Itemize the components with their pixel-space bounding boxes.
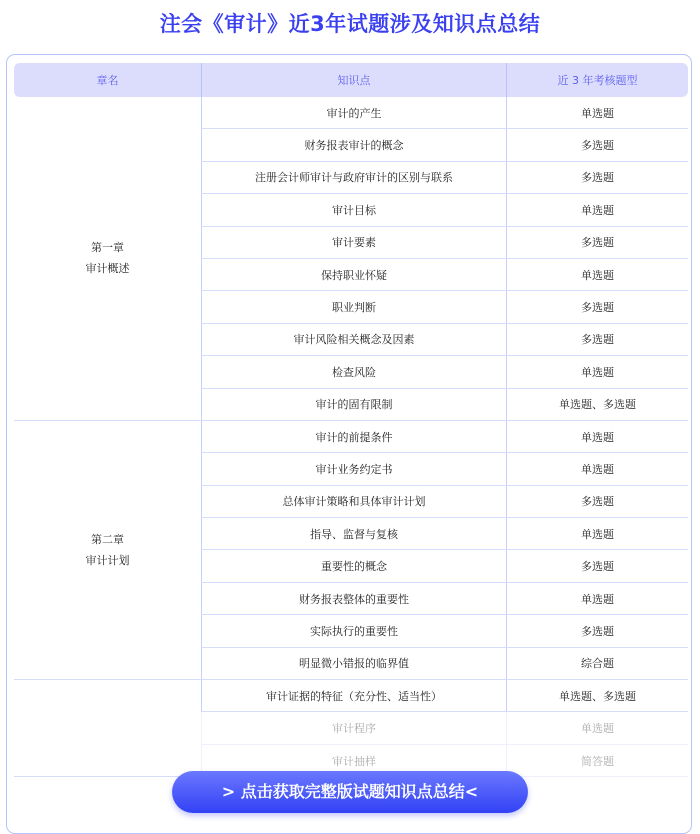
table-header	[14, 63, 688, 97]
knowledge-point: 审计要素	[202, 226, 507, 258]
question-type: 多选题	[507, 550, 689, 582]
question-type: 单选题	[507, 582, 689, 614]
page-title: 注会《审计》近3年试题涉及知识点总结	[159, 12, 541, 36]
question-type: 单选题、多选题	[507, 388, 689, 420]
knowledge-point: 审计目标	[202, 194, 507, 226]
knowledge-point: 检查风险	[202, 356, 507, 388]
question-type: 单选题	[507, 420, 689, 452]
header-knowledge-point: 知识点	[202, 63, 507, 97]
knowledge-point: 实际执行的重要性	[202, 615, 507, 647]
knowledge-point: 审计的前提条件	[202, 420, 507, 452]
question-type: 单选题、多选题	[507, 680, 689, 712]
knowledge-point: 总体审计策略和具体审计计划	[202, 485, 507, 517]
chapter-number: 第二章	[91, 532, 124, 546]
knowledge-table	[14, 63, 688, 777]
chapter-name: 审计计划	[85, 553, 130, 567]
question-type: 多选题	[507, 485, 689, 517]
question-type: 综合题	[507, 647, 689, 679]
question-type: 多选题	[507, 226, 689, 258]
chapter-cell	[14, 97, 202, 420]
chapter-name: 审计概述	[85, 262, 130, 276]
question-type: 简答题	[507, 744, 689, 776]
question-type: 单选题	[507, 97, 689, 129]
knowledge-point: 审计的产生	[202, 97, 507, 129]
question-type: 多选题	[507, 161, 689, 193]
question-type: 多选题	[507, 323, 689, 355]
knowledge-point: 职业判断	[202, 291, 507, 323]
header-chapter: 章名	[14, 63, 202, 97]
knowledge-point: 注册会计师审计与政府审计的区别与联系	[202, 161, 507, 193]
knowledge-point: 财务报表审计的概念	[202, 129, 507, 161]
knowledge-point: 保持职业怀疑	[202, 258, 507, 290]
question-type: 单选题	[507, 712, 689, 744]
chapter-number: 第一章	[91, 241, 124, 255]
question-type: 单选题	[507, 356, 689, 388]
knowledge-point: 审计证据的特征（充分性、适当性）	[202, 680, 507, 712]
question-type: 单选题	[507, 194, 689, 226]
question-type: 多选题	[507, 615, 689, 647]
chapter-cell	[14, 680, 202, 777]
knowledge-point: 财务报表整体的重要性	[202, 582, 507, 614]
knowledge-point: 审计风险相关概念及因素	[202, 323, 507, 355]
question-type: 单选题	[507, 453, 689, 485]
question-type: 多选题	[507, 129, 689, 161]
question-type: 单选题	[507, 518, 689, 550]
get-full-summary-button[interactable]: > 点击获取完整版试题知识点总结<	[172, 771, 528, 813]
knowledge-point: 重要性的概念	[202, 550, 507, 582]
knowledge-point: 审计业务约定书	[202, 453, 507, 485]
knowledge-point: 审计程序	[202, 712, 507, 744]
chapter-cell	[14, 420, 202, 679]
question-type: 多选题	[507, 291, 689, 323]
knowledge-point: 明显微小错报的临界值	[202, 647, 507, 679]
knowledge-point: 审计的固有限制	[202, 388, 507, 420]
table-row	[14, 420, 688, 452]
knowledge-table-card	[6, 54, 692, 834]
table-row	[14, 680, 688, 712]
table-row	[14, 97, 688, 129]
knowledge-point: 审计抽样	[202, 744, 507, 776]
header-question-type: 近 3 年考核题型	[507, 63, 689, 97]
question-type: 单选题	[507, 258, 689, 290]
knowledge-point: 指导、监督与复核	[202, 518, 507, 550]
